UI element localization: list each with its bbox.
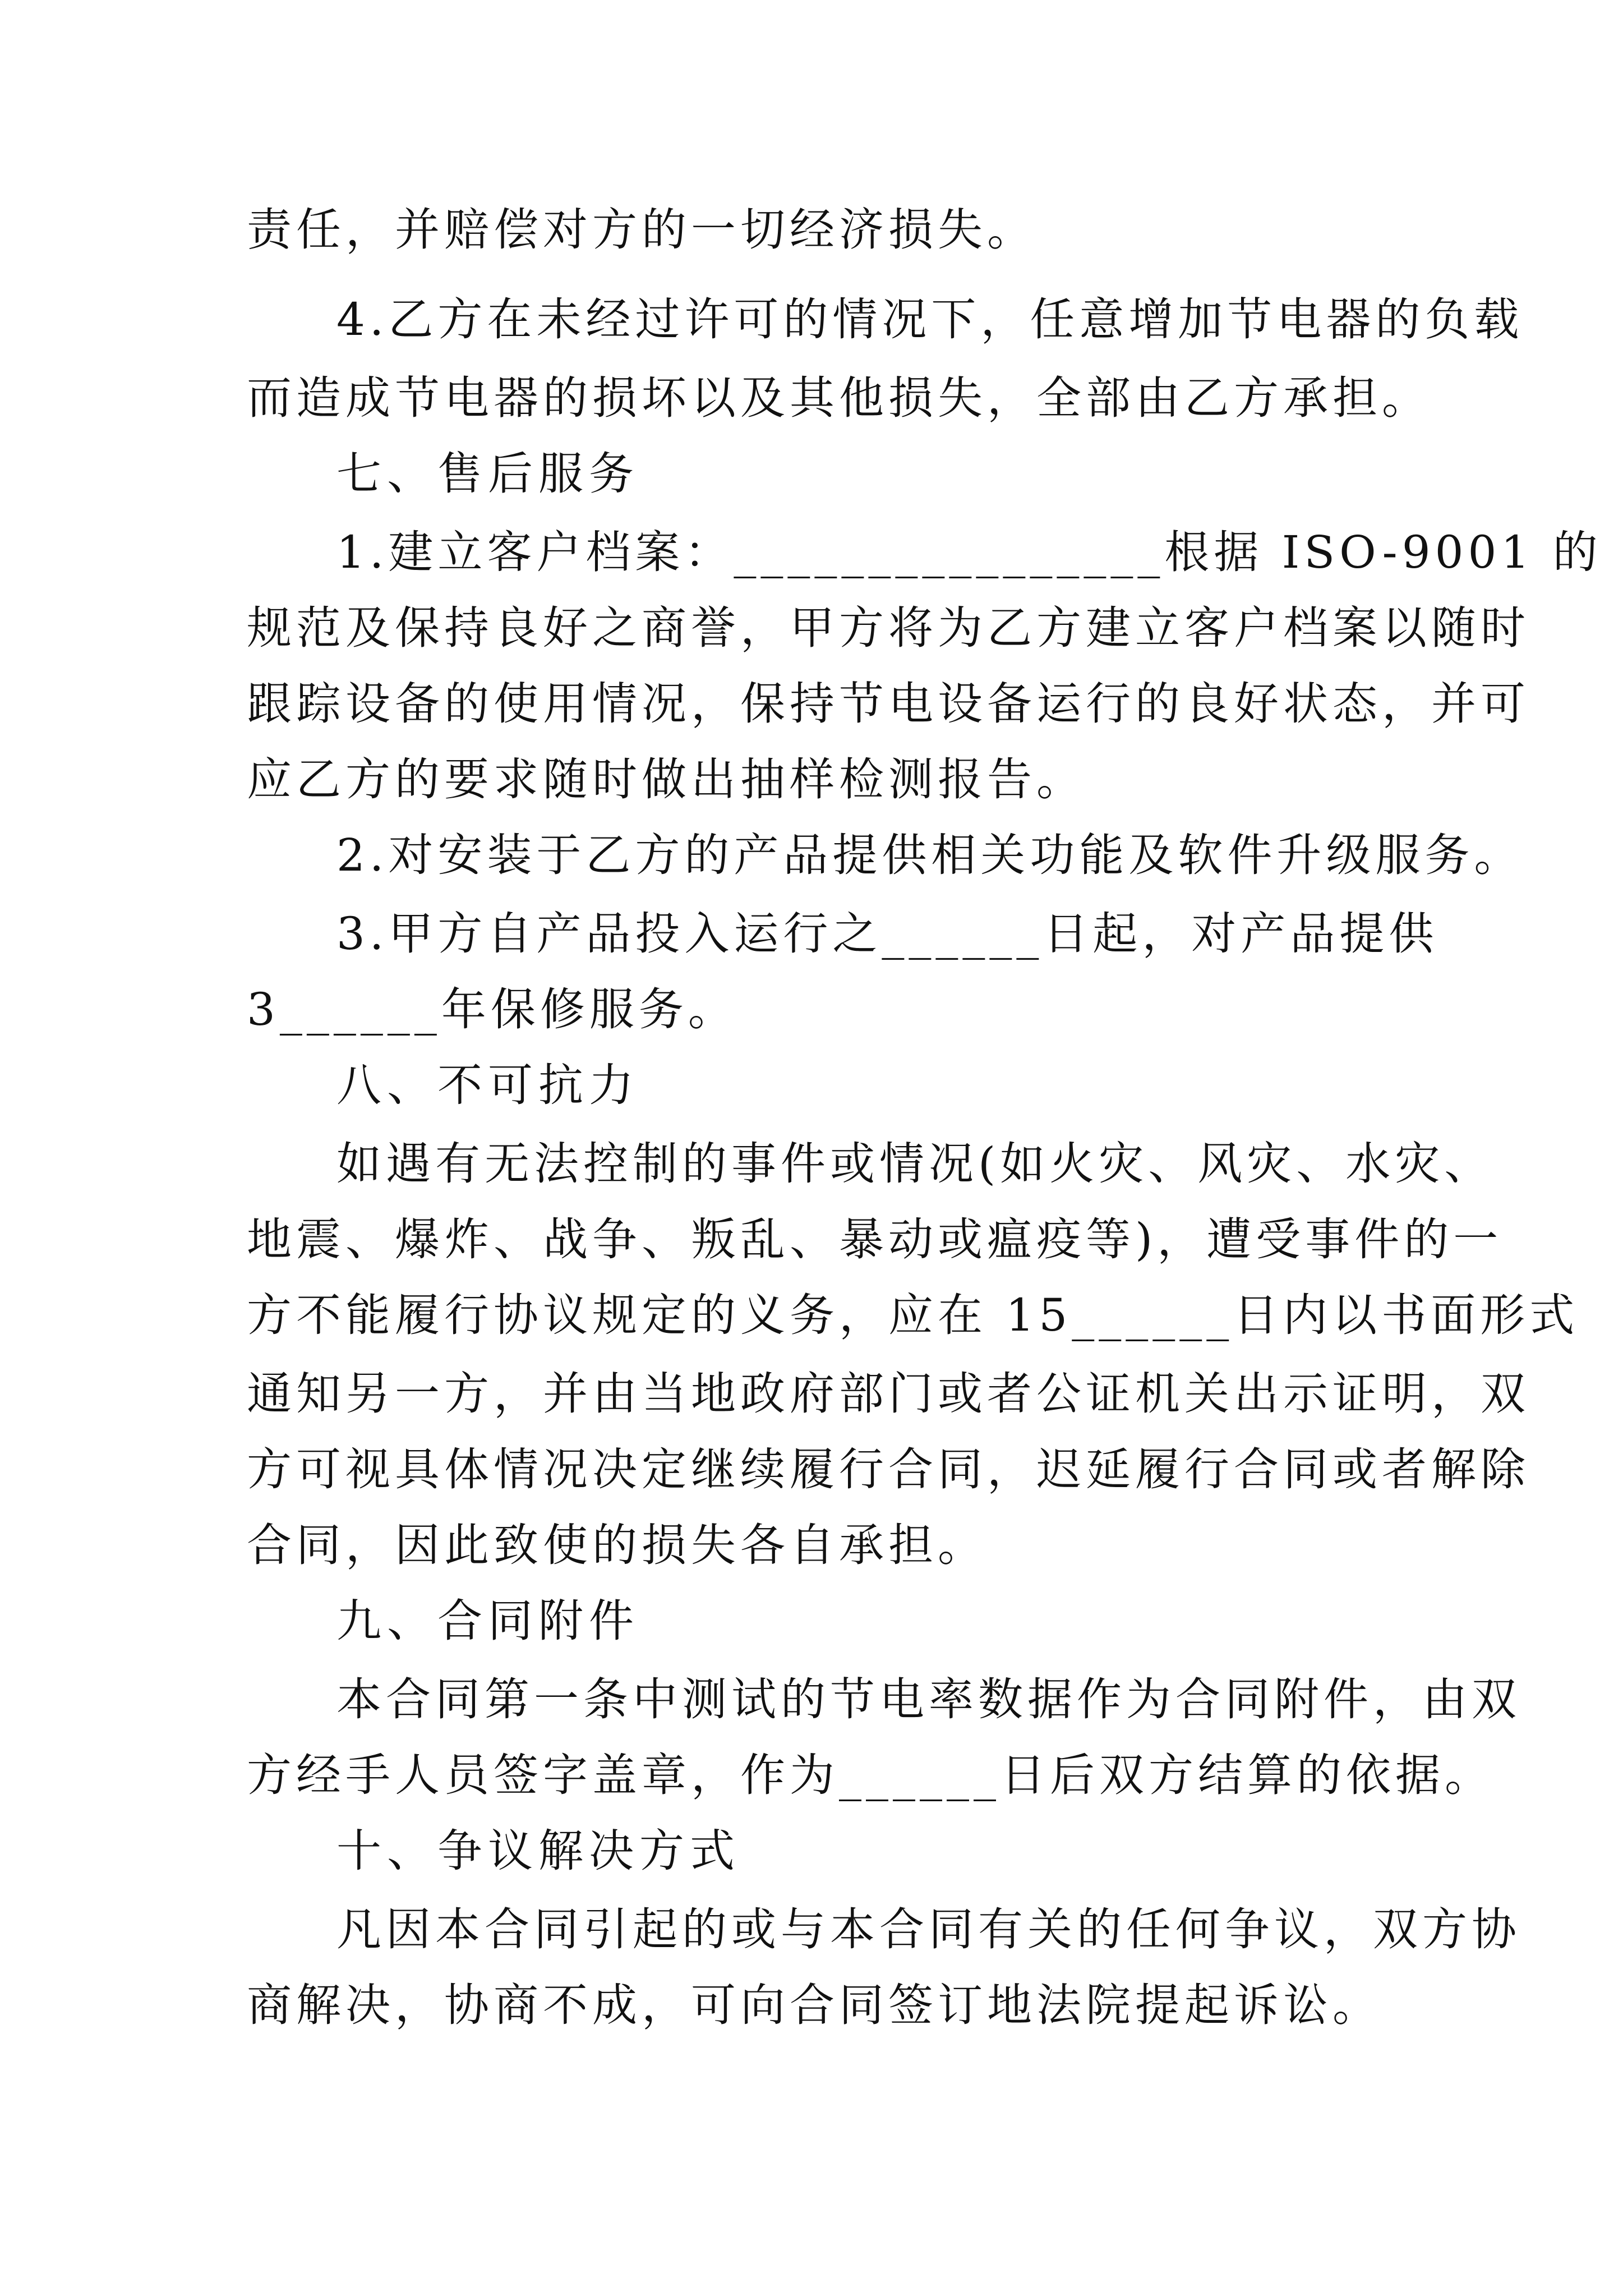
paragraph-line: 应乙方的要求随时做出抽样检测报告。 (247, 753, 1086, 806)
section-heading-10: 十、争议解决方式 (336, 1825, 740, 1877)
section-heading-9: 九、合同附件 (336, 1595, 639, 1647)
paragraph-line: 方不能履行协议规定的义务，应在 15______日内以书面形式 (247, 1289, 1579, 1341)
paragraph-line: 商解决，协商不成，可向合同签订地法院提起诉讼。 (247, 1979, 1382, 2031)
paragraph-line: 方经手人员签字盖章，作为______日后双方结算的依据。 (247, 1749, 1494, 1801)
paragraph-line: 跟踪设备的使用情况，保持节电设备运行的良好状态，并可 (247, 678, 1530, 730)
paragraph-line: 如遇有无法控制的事件或情况(如火灾、风灾、水灾、 (336, 1138, 1494, 1190)
paragraph-line: 责任，并赔偿对方的一切经济损失。 (247, 204, 1036, 256)
section-heading-8: 八、不可抗力 (336, 1059, 639, 1111)
paragraph-line: 地震、爆炸、战争、叛乱、暴动或瘟疫等)，遭受事件的一 (247, 1213, 1503, 1266)
paragraph-line: 方可视具体情况决定继续履行合同，迟延履行合同或者解除 (247, 1443, 1530, 1496)
paragraph-line: 合同，因此致使的损失各自承担。 (247, 1519, 987, 1571)
paragraph-line: 凡因本合同引起的或与本合同有关的任何争议，双方协 (336, 1903, 1521, 1955)
paragraph-line: 4.乙方在未经过许可的情况下，任意增加节电器的负载 (336, 293, 1524, 346)
paragraph-line: 规范及保持良好之商誉，甲方将为乙方建立客户档案以随时 (247, 602, 1530, 654)
paragraph-line: 而造成节电器的损坏以及其他损失，全部由乙方承担。 (247, 372, 1431, 424)
section-heading-7: 七、售后服务 (336, 448, 639, 500)
paragraph-line: 本合同第一条中测试的节电率数据作为合同附件，由双 (336, 1673, 1521, 1726)
paragraph-line: 2.对安装于乙方的产品提供相关功能及软件升级服务。 (336, 829, 1524, 881)
paragraph-line: 3______年保修服务。 (247, 983, 737, 1036)
paragraph-line: 通知另一方，并由当地政府部门或者公证机关出示证明，双 (247, 1368, 1530, 1420)
paragraph-line: 1.建立客户档案：________________根据 ISO-9001 的 (336, 526, 1602, 578)
paragraph-line: 3.甲方自产品投入运行之______日起，对产品提供 (336, 908, 1438, 960)
